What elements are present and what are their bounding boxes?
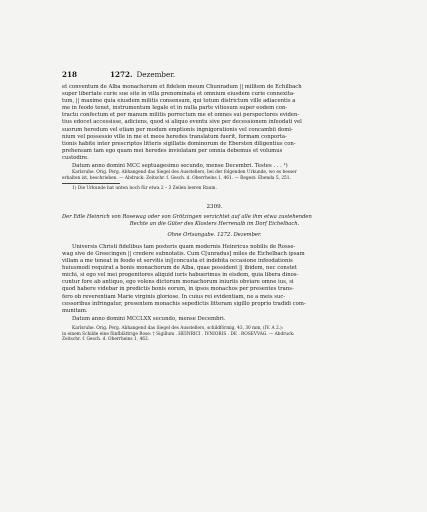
- source-note-line: in einem Schilde eine fünfblättrige Rose: † Sigillum . HEINRICI . IVNIORIS . DE . ROSEVVAG. — Abdruck:: [62, 331, 295, 337]
- doc2-line: quod habere videbar in predictis bonis eorum, in ipsos monachos per presentes trans-: [62, 286, 294, 293]
- doc2-line: michi, si ego vel mei progenitores aliquid iuris habuerimus in eisdem, quia libera dinos-: [62, 272, 299, 279]
- doc2-place-date: Ohne Ortsangabe. 1272. Dezember.: [167, 231, 262, 238]
- doc2-datum: Datum anno domini MCCLXX secundo, mense Decembri.: [72, 315, 226, 322]
- doc1-line: tractu confectum et per manum militis porrectum me et omnes sui perspectores eviden-: [62, 112, 300, 119]
- doc1-footnote: [62, 186, 367, 192]
- page-number: 218: [62, 70, 78, 79]
- source-note-line: erhalten ist, beschrieben. — Abdruck: Zeitschr. f. Gesch. d. Oberrheins 1, 461. — Regest: Ebenda 5, 251.: [62, 175, 291, 181]
- doc1-line: me in feodo tenet, instrumentum legale et in nulla parte vitiosum super eodem con-: [62, 105, 288, 112]
- doc2-line: wag sive de Greecingen || credere subnotatis. Cum C[unradus] miles de Eichelbach ipsam: [62, 251, 305, 257]
- doc1-datum: Datum anno domini MCC septuagesimo secundo, mense Decembri. Testes . . . ¹): [72, 163, 288, 170]
- footnote-divider: [62, 183, 120, 184]
- doc1-line: et conventum de Alba monachorum et fidelem meum Chunradum || militem de Echilbach: [62, 84, 302, 90]
- doc2-line: Universis Christi fidelibus tam posteris quam modernis Heinricus nobilis de Rosse-: [72, 243, 296, 250]
- doc2-line: huiusmodi requirat a bonis monachorum de Alba, quae possident || ibidem, nec constet: [62, 265, 297, 272]
- doc2-line: fero ob reverentiam Marie virginis gloriose. In cuius rei evidentiam, ne a meis suc-: [62, 293, 286, 300]
- regest-line: Rechte an die Güter des Klosters Herrenalb im Dorf Eichelbach.: [129, 220, 300, 227]
- doc2-line: cessoribus infringatur, presentem monachis sepedictis litteram sigillo proprio tradidi com-: [62, 300, 306, 307]
- doc1-line: tum, || maxime quia eiusdem militis consensum, qui totum districtum ville adiacentis a: [62, 98, 296, 105]
- doc2-line: cuntur fore ab antiquo, ego volens dictorum monachorum iniuriis obviare omne ius, si: [62, 279, 294, 286]
- doc1-line: tionis habite inter prescriptos litteris sigillatis dominorum de Ebersten diligentius con-: [62, 140, 296, 147]
- doc1-text: [62, 84, 367, 170]
- running-head: [62, 70, 367, 79]
- source-note-line: Karlsruhe. Orig. Perg. Abhangend das Siegel des Ausstellers, bei der folgenden Urkunde, wo es besser: [72, 170, 297, 176]
- header-year: 1272.: [110, 70, 133, 79]
- regest-line: Der Edle Heinrich von Rosewag oder von Grötzingen verzichtet auf alle ihm etwa zustehenden: [62, 213, 312, 220]
- header-month: Dezember.: [136, 70, 176, 79]
- doc1-source-note: [62, 170, 367, 181]
- doc2-source-note: [62, 326, 367, 343]
- doc1-line: prehensam tam ego quam mei heredes inviolatam per omnia debemus et volumus: [62, 147, 283, 154]
- doc2-number: 2309.: [206, 203, 223, 210]
- footnote-line: 1) Die Urkunde hat unten noch für etwa 2 – 3 Zeilen leeren Raum.: [72, 186, 217, 192]
- source-note-line: Karlsruhe. Orig. Perg. Abhangend das Siegel des Ausstellers, schildförmig, 43, 30 mm, (IV. A 2.):: [72, 325, 284, 331]
- doc1-line: super libertate curie sue site in villa prenominata et omnium eiusdem curie connexita-: [62, 91, 295, 98]
- source-note-line: Zeitschr. f. Gesch. d. Oberrheins 1, 462.: [62, 337, 150, 343]
- doc2-line: munitam.: [62, 307, 88, 314]
- doc1-line: suorum heredum vel etiam per modum emptionis ingnigorationis vel concambii domi-: [62, 126, 293, 133]
- doc2-text: [62, 244, 367, 323]
- doc2-regest: [62, 214, 367, 228]
- doc2-line: villam a me teneat in feodo et servitis in||concusta et indebita occasione infeodationis: [62, 258, 293, 265]
- doc1-line: custodire.: [62, 154, 89, 161]
- doc1-line: tius edocet accessisse, adiciens, quod si aliquo eventu sive per decessionem infeodati vel: [62, 119, 302, 126]
- doc1-line: nium vel possessio ville in me et meos heredes translatum fuerit, formam conporta-: [62, 133, 287, 140]
